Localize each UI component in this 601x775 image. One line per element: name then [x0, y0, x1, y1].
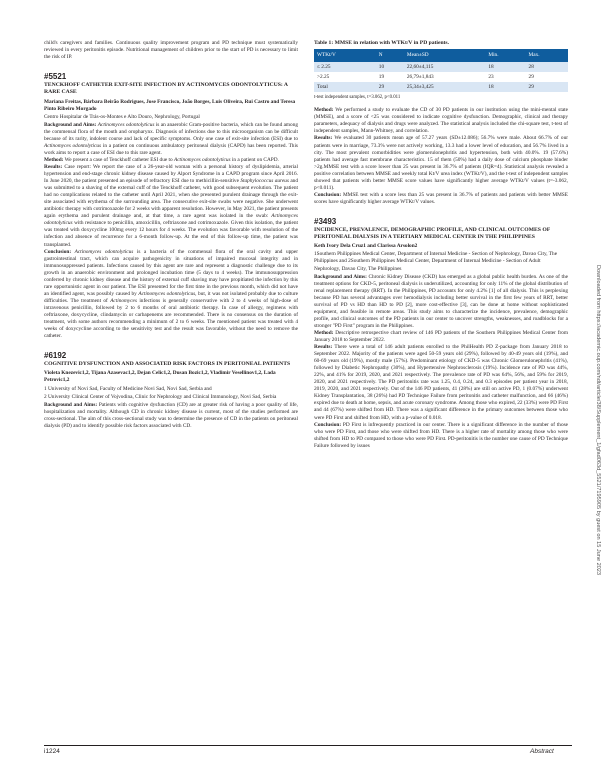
results-paragraph [314, 344, 568, 422]
conclusion-label: Conclusion: [44, 248, 72, 255]
background-paragraph [314, 274, 568, 330]
organism-name: Actinomyces odontolyticus [173, 156, 231, 163]
background-text: in a patient on continuous ambulatory peritoneal dialysis (CAPD) has been reported. This work aims to report a case of ESI due to this rare agent. [44, 142, 298, 156]
table-row [314, 62, 568, 72]
abstract-affiliation: 2 University Clinical Center of Vojvodina, Clinic for Nephrology and Clinical Immunology, Novi Sad, Serbia [44, 393, 277, 400]
conclusion-paragraph [44, 249, 298, 341]
method-text: We present a case of Tenckhoff catheter ESI due to [63, 156, 174, 163]
method-text: Descriptive retrospective chart review of 146 PD patients of the Southern Philippines Medical Center from January 2018 to September 2022. [314, 329, 568, 343]
table-cell: 19 [378, 73, 385, 80]
table-cell: 29 [526, 82, 568, 92]
conclusion-paragraph [314, 422, 568, 450]
abstract-title: COGNITIVE DYSFUNCTION AND ASSOCIATED RISK FACTORS IN PERITONEAL PATIENTS [44, 361, 291, 368]
table-header-cell: Mean±SD [404, 49, 485, 62]
method-paragraph [314, 107, 568, 135]
abstract-title: INCIDENCE, PREVALENCE, DEMOGRAPHIC PROFILE, AND CLINICAL OUTCOMES OF PERITONEAL DIALYSIS IN A TERTIARY MEDICAL CENTER IN THE PHILIPPINES [314, 226, 551, 241]
table-cell: >2.25 [317, 73, 330, 80]
table-cell: 10 [376, 62, 404, 72]
page-number: i1224 [44, 748, 60, 755]
method-text: in a patient on CAPD. [230, 156, 279, 163]
method-label: Method: [314, 329, 334, 336]
conclusion-paragraph [314, 192, 568, 206]
table-header-cell: N [376, 49, 404, 62]
left-column [44, 40, 298, 430]
section-label: Abstract [530, 748, 554, 755]
table-cell: 23 [488, 73, 494, 80]
table-cell: 29 [528, 73, 534, 80]
background-text: Chronic Kidney Disease (CKD) has emerged as a global public health burden. As one of the treatment options for CKD-5, peritoneal dialysis is underutilized, accounting for only 11% of the global distribution of renal replacement therapy (RRT). In the Philippines, PD accounts for only 4.2% [1] of all dialysis. This is perplexing because PD has several advantages over hemodialysis including better survival in the first few years of RRT, better survival of PD vs HD than HD to PD [2], more cost-effective [3], can be done at home without sophisticated equipment, and feasible in remote areas. This study aims to characterize the incidence, prevalence, demographic profile, and clinical outcomes of the PD patients in our center to uncover strengths, weaknesses, and roadblocks for a stronger "PD First" program in the Philippines. [314, 273, 568, 329]
abstract-affiliation: Centro Hospitalar de Trás-os-Montes e Alto Douro, Nephrology, Portugal [44, 113, 200, 120]
intro-paragraph: child's caregivers and families. Continuous quality improvement program and PD technique must systematically reviewed in every peritonitis episode. Nutritional management of children prior to the start of PD is necessary to limit the risk of IP. [44, 40, 298, 61]
background-label: Background and Aims: [44, 401, 98, 408]
table-cell: 18 [485, 82, 525, 92]
background-paragraph [44, 122, 298, 157]
abstract-6192 [44, 352, 298, 430]
table-cell: ≤ 2.25 [314, 62, 376, 72]
abstract-5521 [44, 73, 298, 340]
table-header-row [314, 49, 568, 62]
table-cell: 29 [376, 82, 404, 92]
table-caption: Table 1: MMSE in relation with WTKt/V in PD patients. [314, 40, 449, 46]
method-label: Method: [314, 107, 334, 114]
organism-name: Actinomyces odontolyticus [74, 248, 134, 255]
table-cell: 25,34±3,425 [404, 82, 485, 92]
download-watermark: Downloaded from https://academic.oup.com/ndt/article/38/Supplement_1/gfad063d_5521/7195905 by guest on 15 June 2023 [595, 264, 601, 576]
abstract-6192-continued [314, 107, 568, 206]
abstract-3493 [314, 218, 568, 450]
abstract-number: #6192 [44, 351, 67, 361]
method-paragraph [314, 330, 568, 344]
conclusion-text: , but, it was not isolated probably due to culture difficulties. The treatment of [44, 290, 298, 304]
results-text: We evaluated 30 patients mean age of 57.27 years (SD±12.086); 56.7% were male. About 66.7% of our patients were in marriage, 73.3% were not actively working, 13.3 had a lower level of education, and 56.7% lived in a city. The most prevalent comorbidities were glomerulonephritis and hypertension, both with 40.0%. 19 (57.6%) patients had average fast membrane characteristics. 15 of them (50%) had a daily dose of calcium phosphate binder >2g.MMSE test with a score lower than 25 was present in 36.7% of patients (IQR=4). Statistical analysis revealed a positive correlation between MMSE and weekly total Kt/V urea index (WTKt/V), and the t-test of independent samples showed that patients with better MMSE score values have significantly higher average WTKt/V values (t=-3.062, p<0.011). [314, 135, 568, 191]
abstract-authors: Mariana Freitas, Bárbara Beirão Rodrigues, Jose Francisco, João Borges, Luis Oliveira, Rui Castro and Teresa Pinto Ribeiro Morgado [44, 98, 296, 112]
table-header-cell: Min. [485, 49, 525, 62]
conclusion-label: Conclusion: [314, 421, 342, 428]
background-text: is an anaerobic Gram-positive bacteria, which can be found among the commensal flora of the mouth and oropharynx. Diagnosis of infections due to this microorganism can be difficult because of its rarity, indolent course and lack of specific symptoms. Only one case of exit-site infection (ESI) due to [44, 121, 298, 142]
organism-name: Staphylococcus aureus [240, 178, 289, 185]
abstract-title: TENCKHOFF CATHETER EXIT-SITE INFECTION BY ACTINOMYCES ODONTOLYTICUS: A RARE CASE [44, 82, 288, 96]
results-text: and was submitted to a shaving of the external cuff of the Tenckhoff catheter, with good subsequent evolution. The patient had no complications related to the catheter until April 2021, when she presented purulent drainage through the exit-site associated with erythema of the surrounding area. The consecutive exit-site swabs were negative. She underwent antibiotic therapy with cotrimoxazole for 2 weeks with apparent resolution. However, in May 2021, the patient presents again erythema and purulent drainage and, at that time, a rare agent was isolated in the swab: [44, 178, 298, 220]
right-column [314, 40, 568, 450]
table-header-cell: WTKt/V [314, 49, 376, 62]
organism-name: Actinomyces [110, 297, 137, 304]
table-note: t-test independent samples, t=3.062, p<0.011 [314, 95, 401, 101]
results-paragraph [44, 164, 298, 249]
abstract-authors: Violeta Knezevic1,2, Tijana Azasevac1,2, Dejan Celic1,2, Dusan Bozic1,2, Vladimir Vesellinov1,2, Lada Petrovic1,2 [44, 370, 276, 384]
organism-name: Actinomyces odontolyticus [44, 142, 102, 149]
mmse-table [314, 49, 568, 92]
background-paragraph [44, 402, 298, 430]
abstract-affiliation: 1Southern Philippines Medical Center, Department of Internal Medicine - Section of Nephrology, Davao City, The Philippines and 2Southern Philippines Medical Center, Department of Internal Medicine - Section of Adult Nephrology, Davao City, The Philippines [314, 251, 558, 272]
conclusion-text: PD First is infrequently practiced in our center. There is a significant difference in the number of those who were PD First, and those who were shifted from HD. There is a higher rate of mortality among those who were shifted from HD to PD compared to those who were PD First. PD-peritonitis is the number one cause of PD Technique Failure followed by issues [314, 421, 568, 449]
results-label: Results: [314, 344, 333, 351]
results-label: Results: [44, 164, 63, 171]
background-label: Background and Aims: [44, 121, 97, 128]
table-cell: Total [314, 82, 376, 92]
background-label: Background and Aims: [314, 273, 367, 280]
table-cell: 26,79±1,843 [406, 73, 434, 80]
table-cell: 28 [526, 62, 568, 72]
conclusion-text: infections is generally conservative with 2 to 4 weeks of high-dose of intravenous penicillin, followed by 2 to 6 months of oral antibiotic therapy. In case of allergy, regimens with ceftriaxone, doxycycline, clindamycin or carbapenems are recommended. There is no consensus on the duration of treatment, with some authors recommending a minimum of 2 to 6 weeks. The mentioned patient was treated with 4 weeks of doxycycline according to the sensitivity test and the result was favorable, without the need to remove the catheter. [44, 297, 298, 340]
table-cell: 18 [485, 62, 525, 72]
organism-name: Actinomyces odontolyticus [138, 290, 196, 297]
results-paragraph [314, 135, 568, 191]
abstract-authors: Keth Ivory Dela Cruz1 and Clarissa Arsolon2 [314, 243, 418, 250]
results-label: Results: [314, 135, 333, 142]
results-text: There were a total of 146 adult patients enrolled to the PhilHealth PD Z-package from January 2018 to September 2022. Majority of the patients were aged 50-59 years old (29%), followed by 40-49 years old (19%), and 60-69 years old (19%), mostly male (57%). Predominant etiology of CKD-5 was Chronic Glomerulonephritis (41%), followed by Diabetic Nephropathy (30%), and Hypertensive Nephrosclerosis (19%). Incidence rate of PD was 44%, 22%, and 41% for 2019, 2020, and 2021 respectively. The prevalence rate of PD was 64%, 56%, and 59% for 2019, 2020, and 2021 respectively. The PD peritonitis rate was 1.25, 0.4, 0.24, and 0.3 episodes per patient year in 2018, 2019, 2020, and 2021 respectively. Out of the 146 PD patients, 41 (28%) are still on active PD, 1 (0.07%) underwent Kidney Transplantation, 38 (26%) had PD Technique Failure from peritonitis and catheter malfunction, and 66 (46%) expired due to death at home, sepsis, and acute coronary syndrome. Among those who expired, 22 (33%) were PD First and 44 (67%) were shifted from HD. There was a significant difference in the primary outcomes between those who were PD First and shifted from HD, with a p-value of 0.018. [314, 344, 568, 421]
conclusion-label: Conclusion: [314, 191, 342, 198]
results-text: with resistance to penicillin, amoxicillin, ceftriaxone and cotrimoxazole. Given this isolation, the patient was treated with doxycycline 100mg every 12 hours for 4 weeks. The evolution was favorable with resolution of the infection and absence of recurrence for a 6-month follow-up. At the end of this follow-up time, the patient was transplanted. [44, 220, 298, 248]
organism-name: Actinomyces odontolyticus [97, 121, 155, 128]
method-text: We performed a study to evaluate the CD of 30 PD patients in our institution using the mini-mental state (MMSE), and a score of <25 was considered to indicate cognitive dysfunction. Demographic, clinical and therapy parameters, adequacy of dialysis and drugs were analyzed. The statistical analysis included the chi-square test, t-test of independent samples, Mann-Whitney, and correlation. [314, 107, 568, 135]
conclusion-text: MMSE test with a score less than 25 was present in 36.7% of patients and patients with better MMSE scores have significantly higher average WTKt/V values. [314, 191, 568, 205]
abstract-number: #5521 [44, 72, 67, 82]
table-row [314, 82, 568, 92]
conclusion-text: is a bacteria of the commensal flora of the oral cavity and upper gastrointestinal tract, which can acquire pathogenicity in situations of impaired mucosal integrity and in immunosuppressed patients. Infections caused by this agent are rare and represent a diagnostic challenge due to its growth in an anaerobic environment and prolonged incubation time (5 days to 4 weeks). The immunosuppression conferred by chronic kidney disease and the history of external cuff shaving may have propitiated the infection by this rare opportunistic agent in our patient. The ESI presented for the first time in the previous month, which did not have an identified agent, was possibly caused by [44, 248, 298, 297]
table-header-cell: Max. [526, 49, 568, 62]
method-paragraph [44, 157, 298, 164]
organism-name: Actinomyces odontolyticus [44, 213, 298, 227]
table-row [314, 72, 568, 82]
footer-divider [44, 745, 572, 746]
abstract-number: #3493 [314, 216, 337, 226]
table-cell: 22,60±4,115 [404, 62, 485, 72]
results-text: Case report: We report the case of a 26-year-old woman with a personal history of dyslipidemia, arterial hypertension and end-stage chronic kidney disease caused by Alport Syndrome in a CAPD program since April 2016. In June 2020, the patient presented an episode of refractory ESI due to methicillin-sensitive [44, 164, 298, 185]
method-label: Method: [44, 156, 64, 163]
background-text: Patients with cognitive dysfunction (CD) are at greater risk of having a poor quality of life, hospitalization and mortality. Although CD in chronic kidney disease is current, most of the studies performed are cross-sectional. The aim of this cross-sectional study was to determine the presence of CD in the patients on peritoneal dialysis (PD) and to identify possible risk factors associated with CD. [44, 401, 298, 429]
abstract-affiliation: 1 University of Novi Sad, Faculty of Medicine Novi Sad, Novi Sad, Serbia and [44, 385, 212, 392]
